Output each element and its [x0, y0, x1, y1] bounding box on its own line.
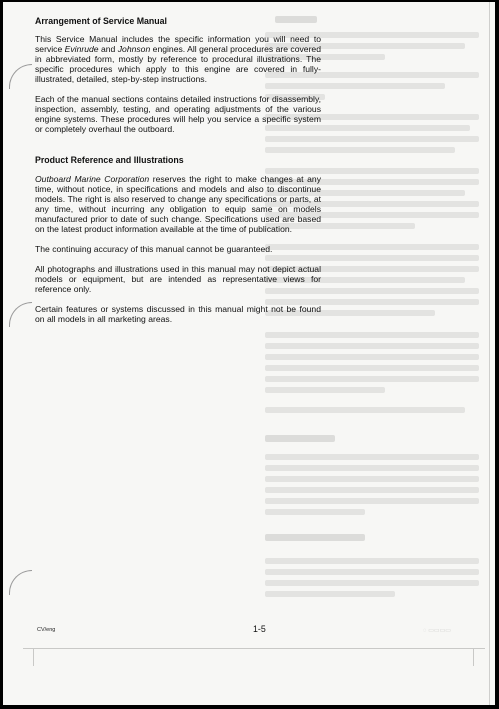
paragraph: Outboard Marine Corporation reserves the right to make changes at any time, without notice, in specifications and models and also to discontinue models. The right is also reserved to change any specifications or parts, at any time, without incurring any obligation to equip same on models manufactured prior to date of such change. Specifications used are based on the latest product information available at the time of publication. — [35, 174, 321, 234]
binder-hole-mark — [9, 302, 32, 327]
bottom-rule — [23, 648, 485, 649]
binder-hole-mark — [9, 64, 32, 89]
paragraph: This Service Manual includes the specific information you will need to service Evinrude and Johnson engines. All general procedures are covered in abbreviated form, mostly by reference to procedural illustrations. The specific procedures which apply to this engine are covered in fully-illustrated, detailed, step-by-step instructions. — [35, 34, 321, 84]
page-number: 1-5 — [253, 624, 266, 634]
paragraph: All photographs and illustrations used in this manual may not depict actual models or equipment, but are intended as representative views for reference only. — [35, 264, 321, 294]
section-heading: Arrangement of Service Manual — [35, 16, 167, 26]
binder-hole-mark — [9, 570, 32, 595]
bottom-tick — [33, 648, 34, 666]
paragraph: The continuing accuracy of this manual cannot be guaranteed. — [35, 244, 273, 254]
bleed-through-logo: ◌ ▭▭▭▭ — [423, 628, 451, 634]
paragraph: Certain features or systems discussed in this manual might not be found on all models in all marketing areas. — [35, 304, 321, 324]
paragraph: Each of the manual sections contains detailed instructions for disassembly, inspection, assembly, testing, and operating adjustments of the various engine systems. These procedures will help you service a specific system or completely overhaul the outboard. — [35, 94, 321, 134]
bottom-tick — [473, 648, 474, 666]
main-column — [35, 16, 321, 324]
footer-code: CV/eng — [37, 627, 56, 633]
manual-page — [3, 2, 495, 705]
page-edge — [489, 2, 490, 705]
section-heading: Product Reference and Illustrations — [35, 155, 184, 165]
